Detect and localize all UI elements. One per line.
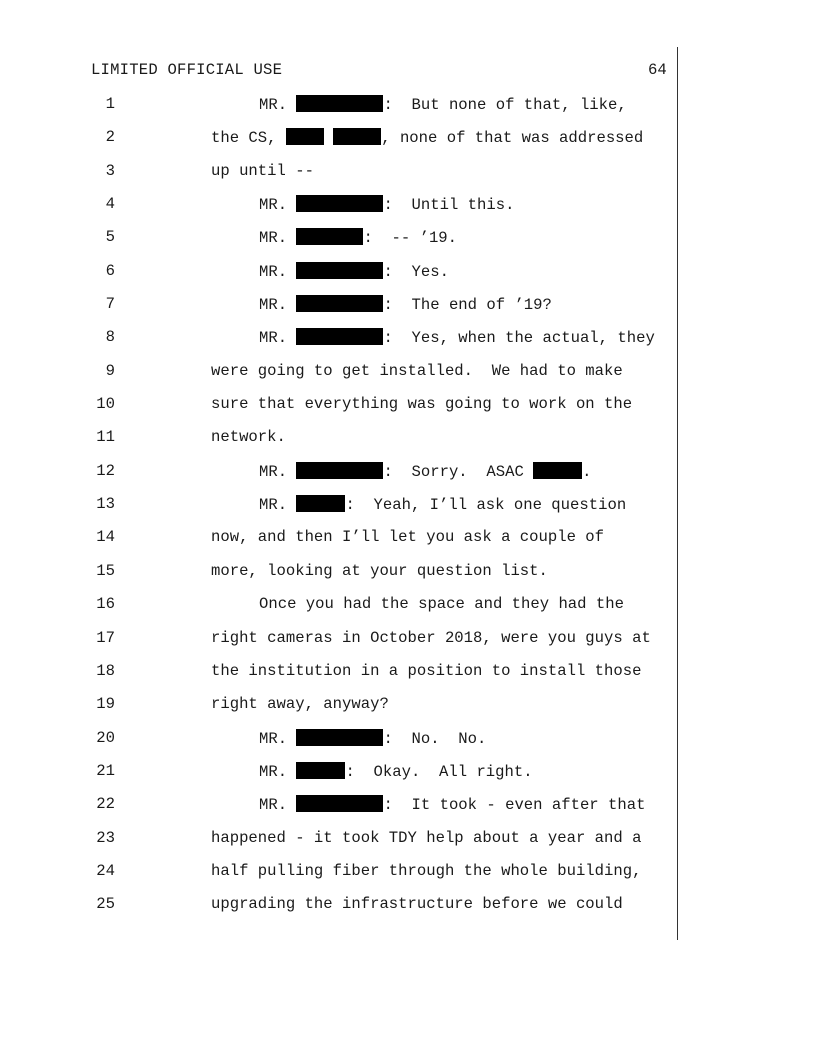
transcript-line [0,362,676,382]
transcript-line [0,128,676,148]
transcript-line [0,428,676,448]
line-text: happened - it took TDY help about a year and a [211,829,642,847]
transcript-line [0,95,676,115]
transcript-line [0,862,676,882]
transcript-line [0,695,676,715]
line-text: network. [211,428,286,446]
right-margin-rule [677,47,678,940]
redaction-box [296,228,363,245]
line-text-rest: : Okay. All right. [345,763,533,781]
speaker-prefix: MR. [259,296,297,314]
line-text: right away, anyway? [211,695,389,713]
transcript-line [0,462,676,482]
line-text: up until -- [211,162,314,180]
transcript-line [0,829,676,849]
line-text: more, looking at your question list. [211,562,548,580]
line-number: 24 [96,862,115,880]
line-text [259,762,533,781]
transcript-line [0,895,676,915]
line-number: 20 [96,729,115,747]
line-number: 13 [96,495,115,513]
transcript-line [0,662,676,682]
transcript-line [0,595,676,615]
line-text [259,462,592,481]
transcript-line [0,162,676,182]
line-text [211,128,643,147]
line-text-rest: : But none of that, like, [383,96,627,114]
line-number: 3 [105,162,115,180]
line-number: 15 [96,562,115,580]
redaction-box [296,762,345,779]
line-number: 8 [105,328,115,346]
line-number: 21 [96,762,115,780]
transcript-line [0,762,676,782]
line-number: 14 [96,528,115,546]
speaker-prefix: MR. [259,229,297,247]
redaction-box [296,195,383,212]
line-text-rest: . [582,463,592,481]
line-text [259,795,645,814]
line-number: 25 [96,895,115,913]
speaker-prefix: MR. [259,463,297,481]
line-text-rest: , none of that was addressed [381,129,644,147]
line-number: 6 [105,262,115,280]
redaction-box [296,495,345,512]
line-text [259,262,449,281]
line-text [259,95,627,114]
redaction-box [296,295,383,312]
line-number: 23 [96,829,115,847]
line-text-rest: : It took - even after that [383,796,646,814]
line-number: 19 [96,695,115,713]
line-text [259,295,552,314]
line-number: 7 [105,295,115,313]
redaction-box [296,462,383,479]
line-text: upgrading the infrastructure before we could [211,895,623,913]
line-text: sure that everything was going to work on the [211,395,633,413]
line-text-rest: : Yeah, I’ll ask one question [345,496,627,514]
speaker-prefix: MR. [259,763,297,781]
speaker-prefix: MR. [259,496,297,514]
redaction-box [533,462,582,479]
line-text [259,729,486,748]
page-number: 64 [648,61,667,79]
transcript-line [0,729,676,749]
redaction-box [333,128,381,145]
line-text-rest: : No. No. [383,730,487,748]
line-number: 5 [105,228,115,246]
transcript-line [0,195,676,215]
line-text-start: the CS, [211,129,286,147]
line-text: Once you had the space and they had the [259,595,624,613]
speaker-prefix: MR. [259,329,297,347]
redaction-box [296,95,383,112]
line-number: 16 [96,595,115,613]
line-number: 10 [96,395,115,413]
line-number: 17 [96,629,115,647]
line-number: 4 [105,195,115,213]
line-number: 1 [105,95,115,113]
transcript-line [0,528,676,548]
speaker-prefix: MR. [259,96,297,114]
line-text: right cameras in October 2018, were you guys at [211,629,651,647]
line-number: 2 [105,128,115,146]
redaction-box [286,128,324,145]
transcript-line [0,328,676,348]
line-text: half pulling fiber through the whole building, [211,862,642,880]
redaction-box [296,795,383,812]
speaker-prefix: MR. [259,730,297,748]
line-text-rest: : -- ’19. [363,229,458,247]
header-classification: LIMITED OFFICIAL USE [91,61,283,79]
line-text: were going to get installed. We had to make [211,362,623,380]
transcript-line [0,228,676,248]
line-number: 9 [105,362,115,380]
line-text [259,495,626,514]
line-text-rest: : Yes. [383,263,449,281]
transcript-line [0,562,676,582]
line-text: now, and then I’ll let you ask a couple of [211,528,605,546]
line-text-rest: : Until this. [383,196,515,214]
speaker-prefix: MR. [259,796,297,814]
transcript-line [0,262,676,282]
transcript-line [0,395,676,415]
line-text [259,228,457,247]
line-text [259,195,514,214]
line-number: 11 [96,428,115,446]
redaction-box [296,262,383,279]
line-number: 18 [96,662,115,680]
line-text-rest: : Yes, when the actual, they [383,329,655,347]
redaction-box [296,328,383,345]
line-number: 22 [96,795,115,813]
speaker-prefix: MR. [259,196,297,214]
redaction-box [296,729,383,746]
line-number: 12 [96,462,115,480]
line-text-middle: : Sorry. ASAC [383,463,534,481]
line-text [259,328,655,347]
speaker-prefix: MR. [259,263,297,281]
transcript-line [0,495,676,515]
line-text-rest: : The end of ’19? [383,296,552,314]
transcript-line [0,795,676,815]
line-text-gap [324,129,333,147]
transcript-line [0,629,676,649]
line-text: the institution in a position to install those [211,662,642,680]
transcript-line [0,295,676,315]
